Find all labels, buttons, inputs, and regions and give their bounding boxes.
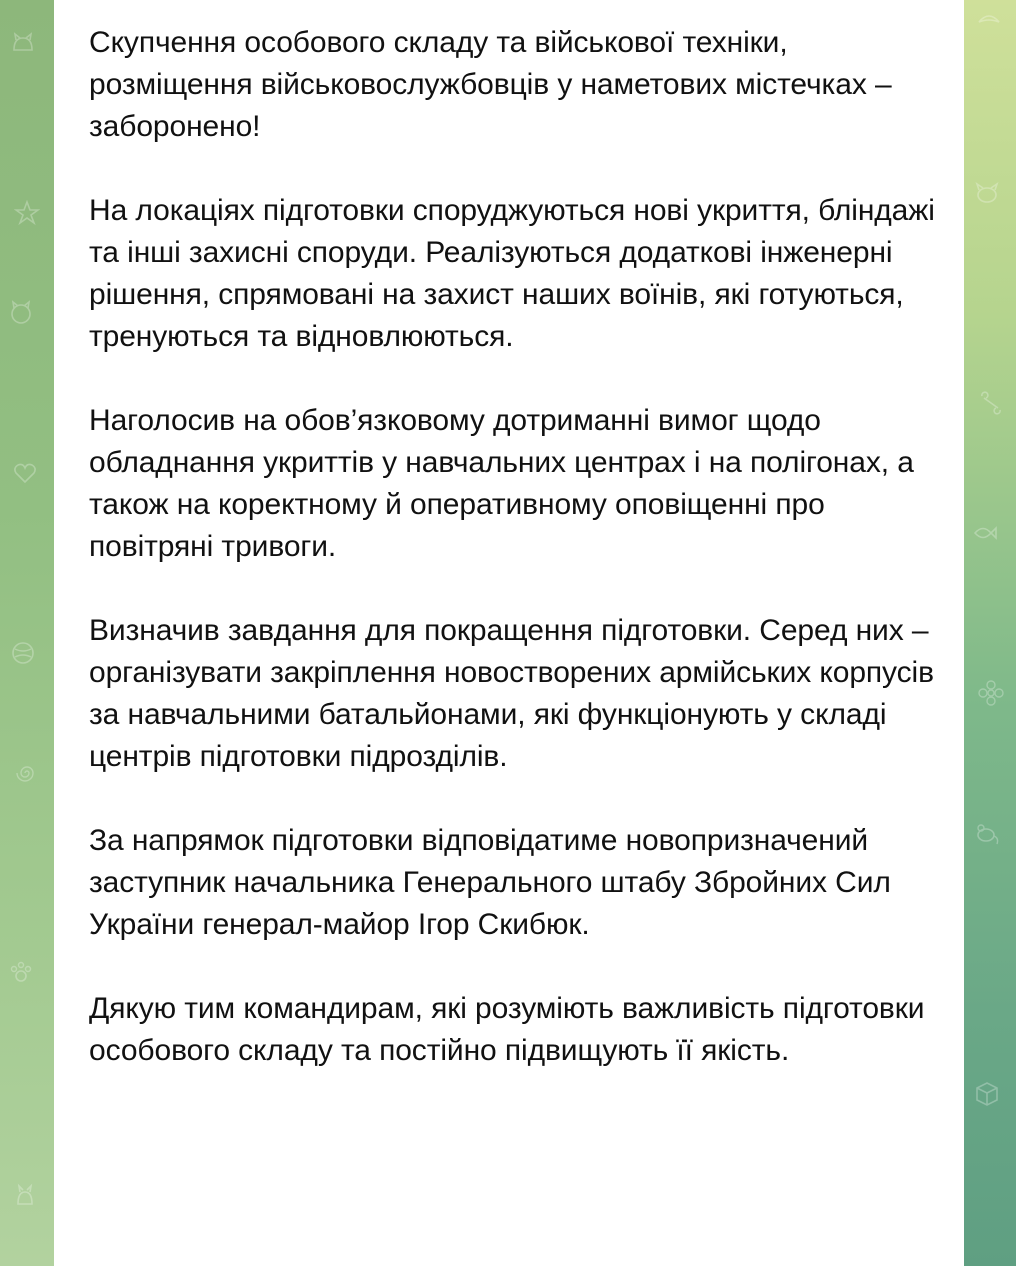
wallpaper-right-strip (960, 0, 1016, 1266)
cat-doodle-icon (10, 30, 36, 56)
flower-doodle-icon (978, 680, 1004, 706)
message-paragraph-5: За напрямок підготовки відповідатиме новопризначений заступник начальника Генерального штабу Збройних Сил України генерал-майор Ігор Скибюк. (89, 824, 900, 941)
message-text (89, 22, 944, 1114)
bone-doodle-icon (978, 390, 1004, 416)
spiral-doodle-icon (14, 760, 40, 786)
message-paragraph-6: Дякую тим командирам, які розуміють важливість підготовки особового складу та постійно підвищують її якість. (89, 992, 933, 1067)
star-doodle-icon (14, 200, 40, 226)
message-bubble[interactable] (54, 0, 964, 1266)
dog-doodle-icon (974, 180, 1000, 206)
bird-doodle-icon (976, 8, 1002, 34)
mouse-doodle-icon (974, 820, 1000, 846)
cat-face-doodle-icon (8, 300, 34, 326)
yarn-doodle-icon (10, 640, 36, 666)
message-paragraph-2: На локаціях підготовки споруджуються нові укриття, бліндажі та інші захисні споруди. Реалізуються додаткові інженерні рішення, спрямовані на захист наших воїнів, які готуються, тренуються та відновлюються. (89, 194, 944, 353)
box-doodle-icon (974, 1080, 1000, 1106)
message-paragraph-1: Скупчення особового складу та військової техніки, розміщення військовослужбовців у наметових містечках – заборонено! (89, 26, 900, 143)
heart-doodle-icon (12, 460, 38, 486)
cat-sitting-doodle-icon (12, 1180, 38, 1206)
message-paragraph-3: Наголосив на обов’язковому дотриманні вимог щодо обладнання укриттів у навчальних центрах і на полігонах, а також на коректному й оперативному оповіщенні про повітряні тривоги. (89, 404, 923, 563)
paw-doodle-icon (8, 960, 34, 986)
message-paragraph-4: Визначив завдання для покращення підготовки. Серед них – організувати закріплення новостворених армійських корпусів за навчальними батальйонами, які функціонують у складі центрів підготовки підрозділів. (89, 614, 943, 773)
wallpaper-left-strip (0, 0, 54, 1266)
fish-doodle-icon (972, 520, 998, 546)
